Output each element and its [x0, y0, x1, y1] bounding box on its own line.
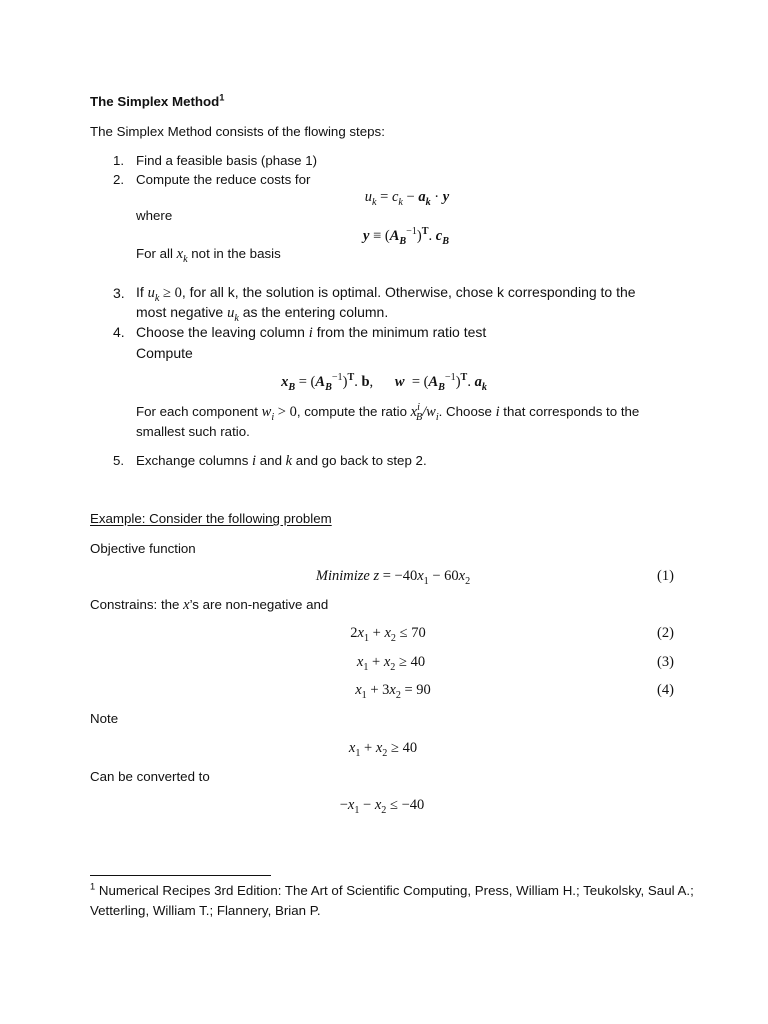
constraint-equation-3: $x_1 + x_2 \ge 40$: [356, 654, 426, 673]
where-text: where: [136, 208, 173, 223]
step-3-number: 3.: [113, 285, 125, 301]
step-2-number: 2.: [113, 172, 125, 187]
example-heading: Example: Consider the following problem: [90, 511, 332, 526]
for-all-line: For all $x_k$ not in the basis: [136, 246, 281, 265]
eq-number-2: (2): [657, 625, 674, 641]
y-definition-equation: $y \equiv (A_B^{-1})^T$. $c_B$: [363, 226, 449, 247]
note-equation: $x_1 + x_2 \ge 40$: [348, 740, 418, 759]
ratio-line-1: For each component $w_i > 0$, compute the ratio $x^i_B/w_i$. Choose i that corresponds to the: [136, 402, 640, 423]
step-1-number: 1.: [113, 153, 125, 168]
step-4-number: 4.: [113, 324, 125, 340]
note-label: Note: [90, 711, 119, 726]
step-5-text: Exchange columns i and k and go back to step 2.: [136, 453, 427, 469]
converted-equation: $-x_1 - x_2 \le -40$: [339, 797, 425, 816]
constraint-equation-2: $2x_1 + x_2 \le 70$: [350, 625, 426, 644]
constraint-equation-4: $x_1 + 3x_2 = 90$: [355, 682, 431, 701]
objective-label: Objective function: [90, 541, 196, 556]
footnote-line-1: $^1$ Numerical Recipes 3rd Edition: The Art of Scientific Computing, Press, William H.; Teukolsky, Saul A.;: [90, 881, 694, 898]
step-2-text: Compute the reduce costs for: [136, 172, 311, 187]
eq-number-3: (3): [657, 654, 674, 670]
compute-label: Compute: [136, 345, 193, 361]
page-title: [90, 94, 224, 110]
eq-number-1: (1): [657, 568, 674, 584]
step-4-text: Choose the leaving column i from the minimum ratio test: [136, 324, 487, 341]
footnote-line-2: Vetterling, William T.; Flannery, Brian P.: [90, 903, 321, 918]
step-5-number: 5.: [113, 453, 125, 468]
intro-text: The Simplex Method consists of the flowing steps:: [90, 124, 385, 139]
step-1-text: Find a feasible basis (phase 1): [136, 153, 318, 168]
eq-number-4: (4): [657, 682, 674, 698]
title-footnote-mark: 1: [219, 92, 225, 103]
ratio-line-2: smallest such ratio.: [136, 424, 250, 439]
reduced-cost-equation: $u_k = c_k - a_k \cdot y$: [364, 189, 450, 208]
xb-w-equation: $x_B = (A_B^{-1})^T$. b, $w = (A_B^{-1})^T$. $a_k$: [281, 372, 487, 393]
constraints-label: Constrains: the x’s are non-negative and: [90, 597, 329, 613]
objective-equation: Minimize $z = -40x_1 - 60x_2$: [315, 568, 471, 587]
footnote-divider: [90, 875, 271, 876]
step-3-line-2: most negative $u_k$ as the entering column.: [136, 304, 389, 324]
title-text: The Simplex Method: [90, 94, 220, 109]
convert-label: Can be converted to: [90, 769, 210, 784]
step-3-line-1: If $u_k \ge 0$, for all k, the solution is optimal. Otherwise, chose k corresponding to the: [136, 284, 636, 304]
